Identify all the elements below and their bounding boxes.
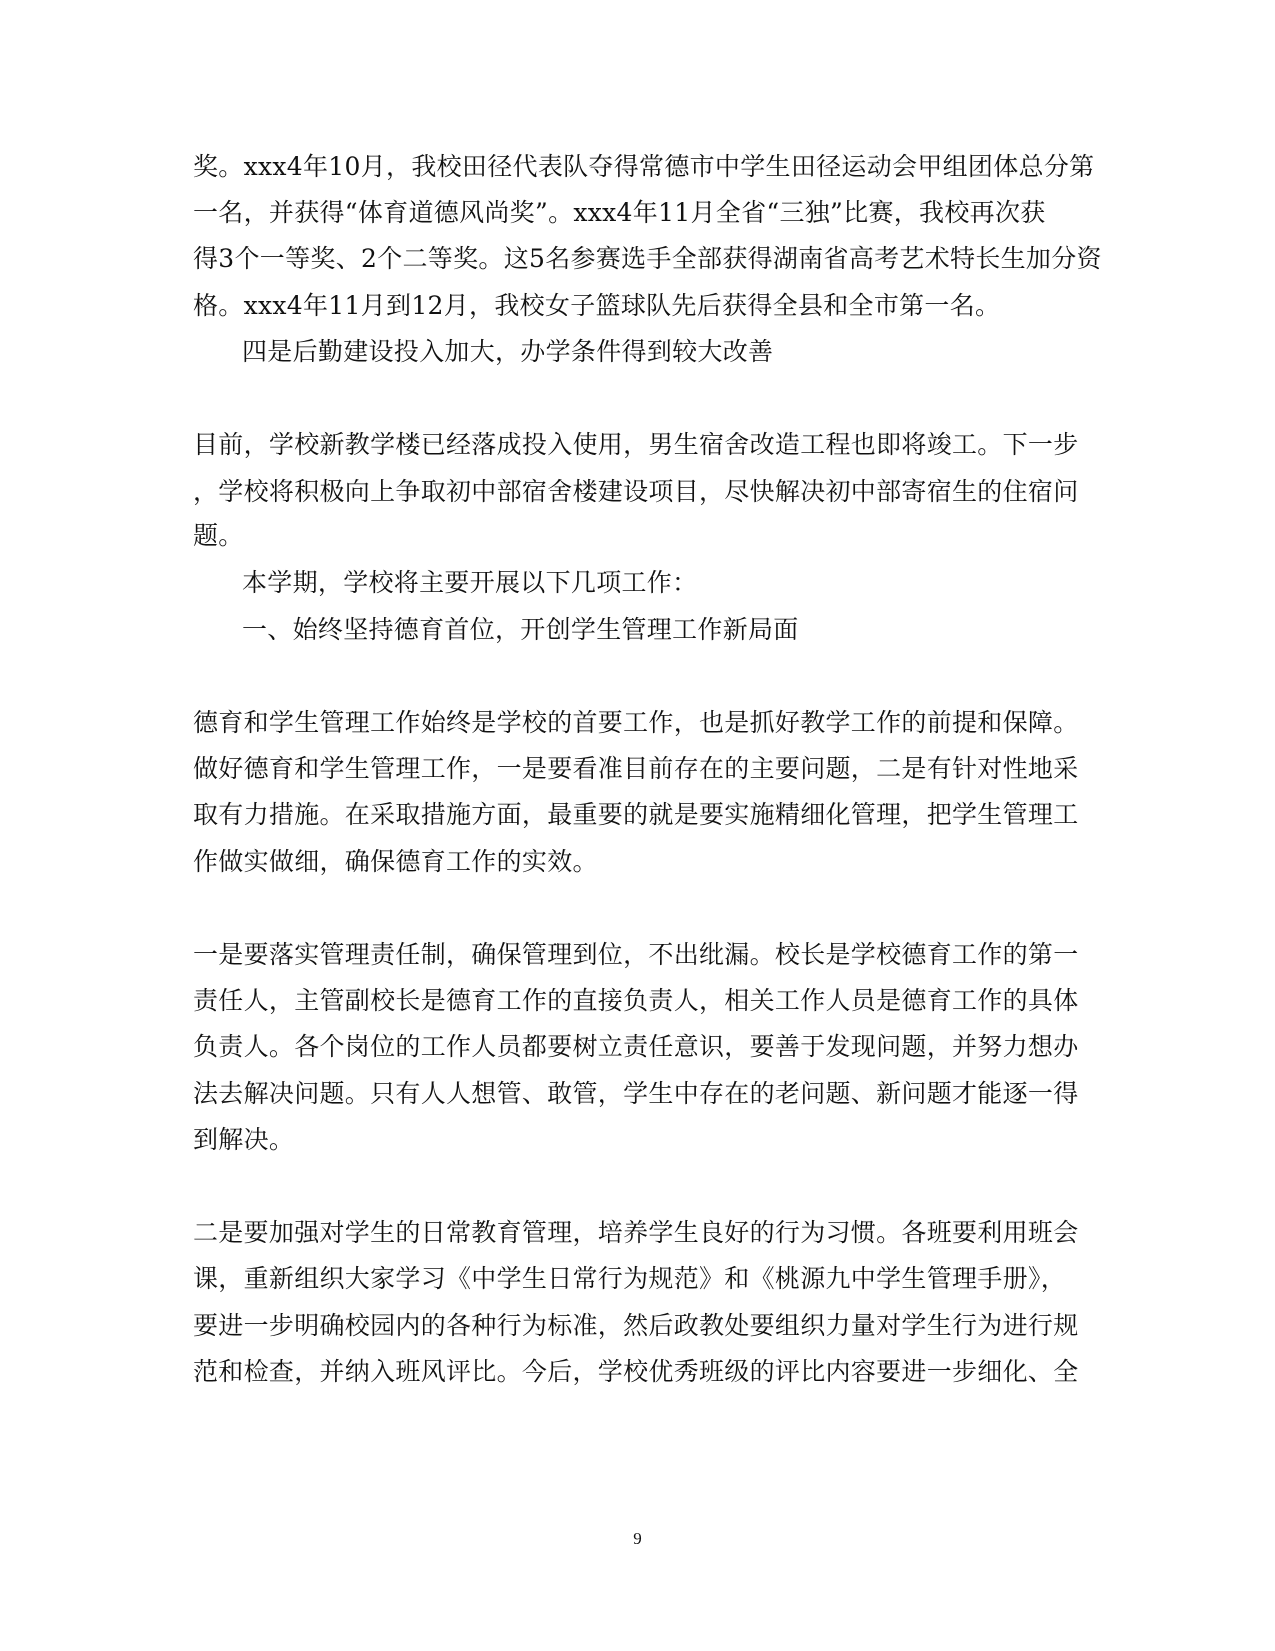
page-number: 9 — [633, 1529, 642, 1548]
text-line: 负责人。各个岗位的工作人员都要树立责任意识，要善于发现问题，并努力想办 — [193, 1032, 1079, 1061]
text-line: 做好德育和学生管理工作，一是要看准目前存在的主要问题，二是有针对性地采 — [193, 754, 1079, 783]
text-line: 题。 — [193, 521, 244, 550]
text-line: 法去解决问题。只有人人想管、敢管，学生中存在的老问题、新问题才能逐一得 — [193, 1079, 1079, 1108]
text-line: 目前，学校新教学楼已经落成投入使用，男生宿舍改造工程也即将竣工。下一步 — [193, 430, 1079, 459]
text-line: ，学校将积极向上争取初中部宿舍楼建设项目，尽快解决初中部寄宿生的住宿问 — [193, 477, 1079, 506]
text-line: 作做实做细，确保德育工作的实效。 — [193, 847, 598, 876]
text-line: 二是要加强对学生的日常教育管理，培养学生良好的行为习惯。各班要利用班会 — [193, 1218, 1079, 1247]
text-line: 格。xxx4年11月到12月，我校女子篮球队先后获得全县和全市第一名。 — [193, 291, 1001, 320]
text-line: 一名，并获得“体育道德风尚奖”。xxx4年11月全省“三独”比赛，我校再次获 — [193, 198, 1046, 227]
text-line: 范和检查，并纳入班风评比。今后，学校优秀班级的评比内容要进一步细化、全 — [193, 1357, 1079, 1386]
text-line: 责任人，主管副校长是德育工作的直接负责人，相关工作人员是德育工作的具体 — [193, 986, 1079, 1015]
text-line: 得3个一等奖、2个二等奖。这5名参赛选手全部获得湖南省高考艺术特长生加分资 — [193, 244, 1102, 273]
text-line: 德育和学生管理工作始终是学校的首要工作，也是抓好教学工作的前提和保障。 — [193, 708, 1079, 737]
text-line: 课，重新组织大家学习《中学生日常行为规范》和《桃源九中学生管理手册》， — [193, 1264, 1067, 1293]
text-line: 一是要落实管理责任制，确保管理到位，不出纰漏。校长是学校德育工作的第一 — [193, 940, 1079, 969]
text-line: 到解决。 — [193, 1125, 295, 1154]
text-line: 奖。xxx4年10月，我校田径代表队夺得常德市中学生田径运动会甲组团体总分第 — [193, 152, 1095, 181]
section-heading: 一、始终坚持德育首位，开创学生管理工作新局面 — [242, 615, 799, 644]
text-line: 取有力措施。在采取措施方面，最重要的就是要实施精细化管理，把学生管理工 — [193, 800, 1079, 829]
text-line: 本学期，学校将主要开展以下几项工作： — [242, 568, 698, 597]
text-line: 要进一步明确校园内的各种行为标准，然后政教处要组织力量对学生行为进行规 — [193, 1311, 1079, 1340]
section-heading: 四是后勤建设投入加大，办学条件得到较大改善 — [242, 337, 774, 366]
